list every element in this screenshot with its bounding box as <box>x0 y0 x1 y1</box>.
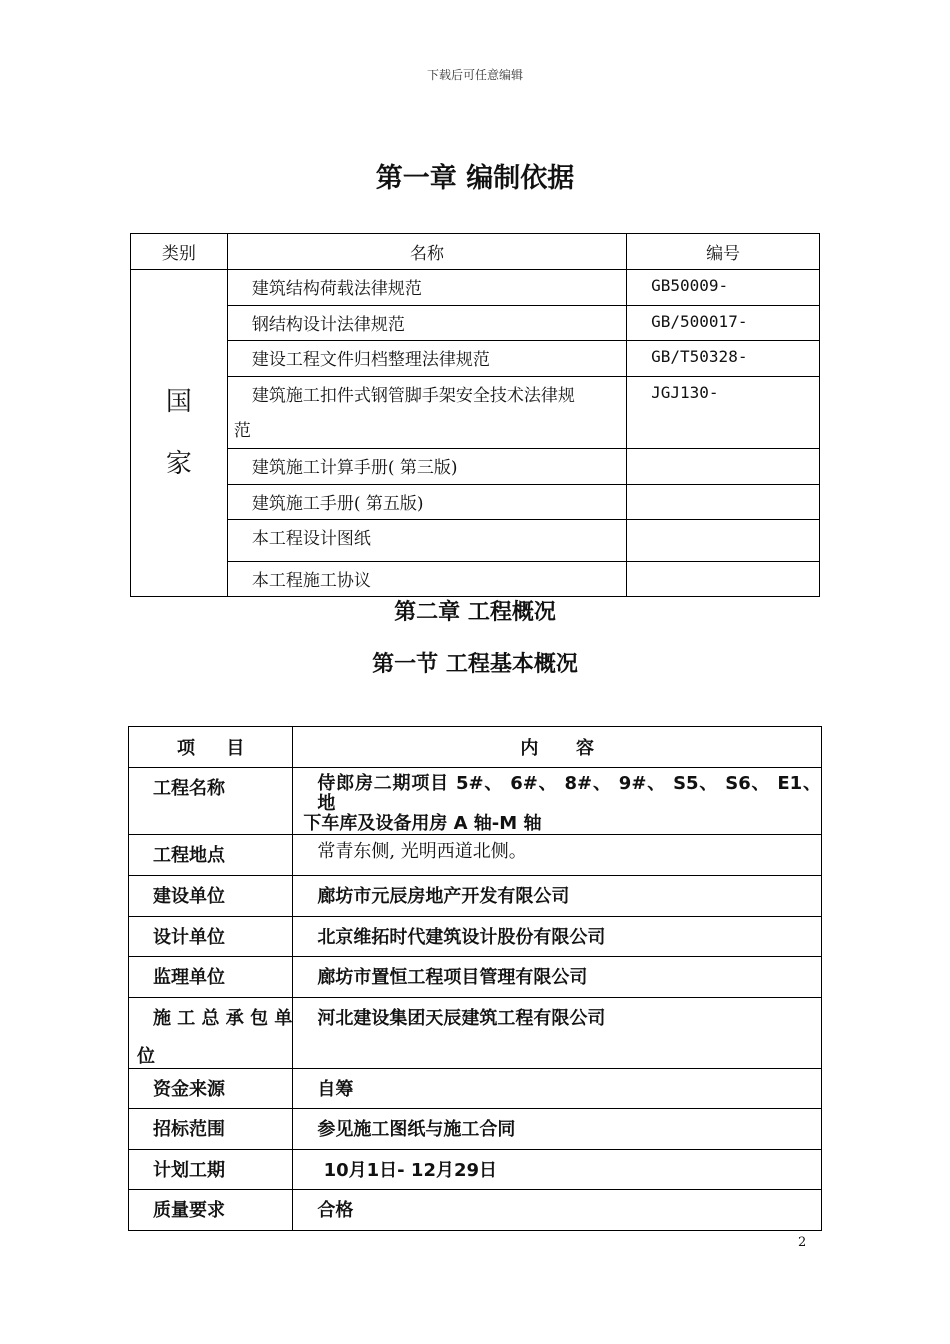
row-label: 设计单位 <box>129 917 293 957</box>
row-value: 参见施工图纸与施工合同 <box>293 1109 822 1150</box>
row-value: 10月1日- 12月29日 <box>293 1150 822 1190</box>
standard-code <box>627 562 820 597</box>
row-value: 北京维拓时代建筑设计股份有限公司 <box>293 917 822 957</box>
row-value: 廊坊市置恒工程项目管理有限公司 <box>293 957 822 998</box>
standard-name: 建筑施工计算手册( 第三版) <box>227 449 626 485</box>
table-row <box>129 1190 822 1231</box>
row-label: 建设单位 <box>129 876 293 917</box>
header-code: 编号 <box>627 234 820 270</box>
table-row <box>129 998 822 1069</box>
chapter2-title: 第二章 工程概况 <box>394 600 556 625</box>
header-note: 下载后可任意编辑 <box>426 68 523 82</box>
table-row <box>131 562 820 597</box>
row-value: 廊坊市元辰房地产开发有限公司 <box>293 876 822 917</box>
standard-name <box>227 377 626 449</box>
row-label: 质量要求 <box>129 1190 293 1231</box>
table-row <box>129 768 822 835</box>
row-value-line: 侍郎房二期项目 5#、 6#、 8#、 9#、 S5、 S6、 E1、 地 <box>317 773 821 814</box>
row-label: 监理单位 <box>129 957 293 998</box>
standard-code <box>627 485 820 520</box>
overview-table <box>128 726 822 1231</box>
header-content: 内 容 <box>293 727 822 768</box>
standard-name: 本工程设计图纸 <box>227 520 626 562</box>
row-value: 河北建设集团天辰建筑工程有限公司 <box>293 998 822 1069</box>
table-row <box>131 377 820 449</box>
table-header-row <box>129 727 822 768</box>
row-label: 招标范围 <box>129 1109 293 1150</box>
standard-name: 钢结构设计法律规范 <box>227 306 626 341</box>
standard-code: GB50009- <box>627 270 820 306</box>
row-value: 常青东侧, 光明西道北侧。 <box>293 835 822 876</box>
table-row <box>131 306 820 341</box>
row-label <box>129 998 293 1069</box>
category-cell <box>131 270 228 597</box>
standard-name: 建筑结构荷载法律规范 <box>227 270 626 306</box>
standard-code: GB/T50328- <box>627 341 820 377</box>
standard-name-line: 范 <box>233 421 251 441</box>
table-row <box>131 520 820 562</box>
row-label: 资金来源 <box>129 1069 293 1109</box>
standard-code <box>627 520 820 562</box>
standard-name-line: 建筑施工扣件式钢管脚手架安全技术法律规 <box>251 386 575 406</box>
table-row <box>129 917 822 957</box>
section1-title: 第一节 工程基本概况 <box>372 652 578 677</box>
standard-name: 本工程施工协议 <box>227 562 626 597</box>
row-label: 工程地点 <box>129 835 293 876</box>
header-item: 项 目 <box>129 727 293 768</box>
standard-code <box>627 449 820 485</box>
table-row <box>131 449 820 485</box>
row-label-line: 位 <box>137 1046 155 1067</box>
table-row <box>131 485 820 520</box>
chapter1-title: 第一章 编制依据 <box>375 163 575 194</box>
standard-name: 建设工程文件归档整理法律规范 <box>227 341 626 377</box>
table-row <box>129 1109 822 1150</box>
category-char: 家 <box>165 449 192 479</box>
table-row <box>129 1150 822 1190</box>
page-number: 2 <box>798 1235 807 1250</box>
row-value: 自筹 <box>293 1069 822 1109</box>
basis-table <box>130 233 820 597</box>
row-label-line: 施 工 总 承 包 单 <box>153 1008 293 1029</box>
standard-code: GB/500017- <box>627 306 820 341</box>
row-value: 合格 <box>293 1190 822 1231</box>
standard-name: 建筑施工手册( 第五版) <box>227 485 626 520</box>
table-row <box>129 835 822 876</box>
table-row <box>129 957 822 998</box>
table-header-row <box>131 234 820 270</box>
table-row <box>129 1069 822 1109</box>
category-char: 国 <box>165 387 192 417</box>
table-row <box>129 876 822 917</box>
table-row <box>131 270 820 306</box>
header-category: 类别 <box>131 234 228 270</box>
header-name: 名称 <box>227 234 626 270</box>
row-value-line: 下车库及设备用房 A 轴-M 轴 <box>303 813 542 834</box>
row-label: 工程名称 <box>129 768 293 835</box>
table-row <box>131 341 820 377</box>
row-value <box>293 768 822 835</box>
standard-code: JGJ130- <box>627 377 820 449</box>
row-label: 计划工期 <box>129 1150 293 1190</box>
